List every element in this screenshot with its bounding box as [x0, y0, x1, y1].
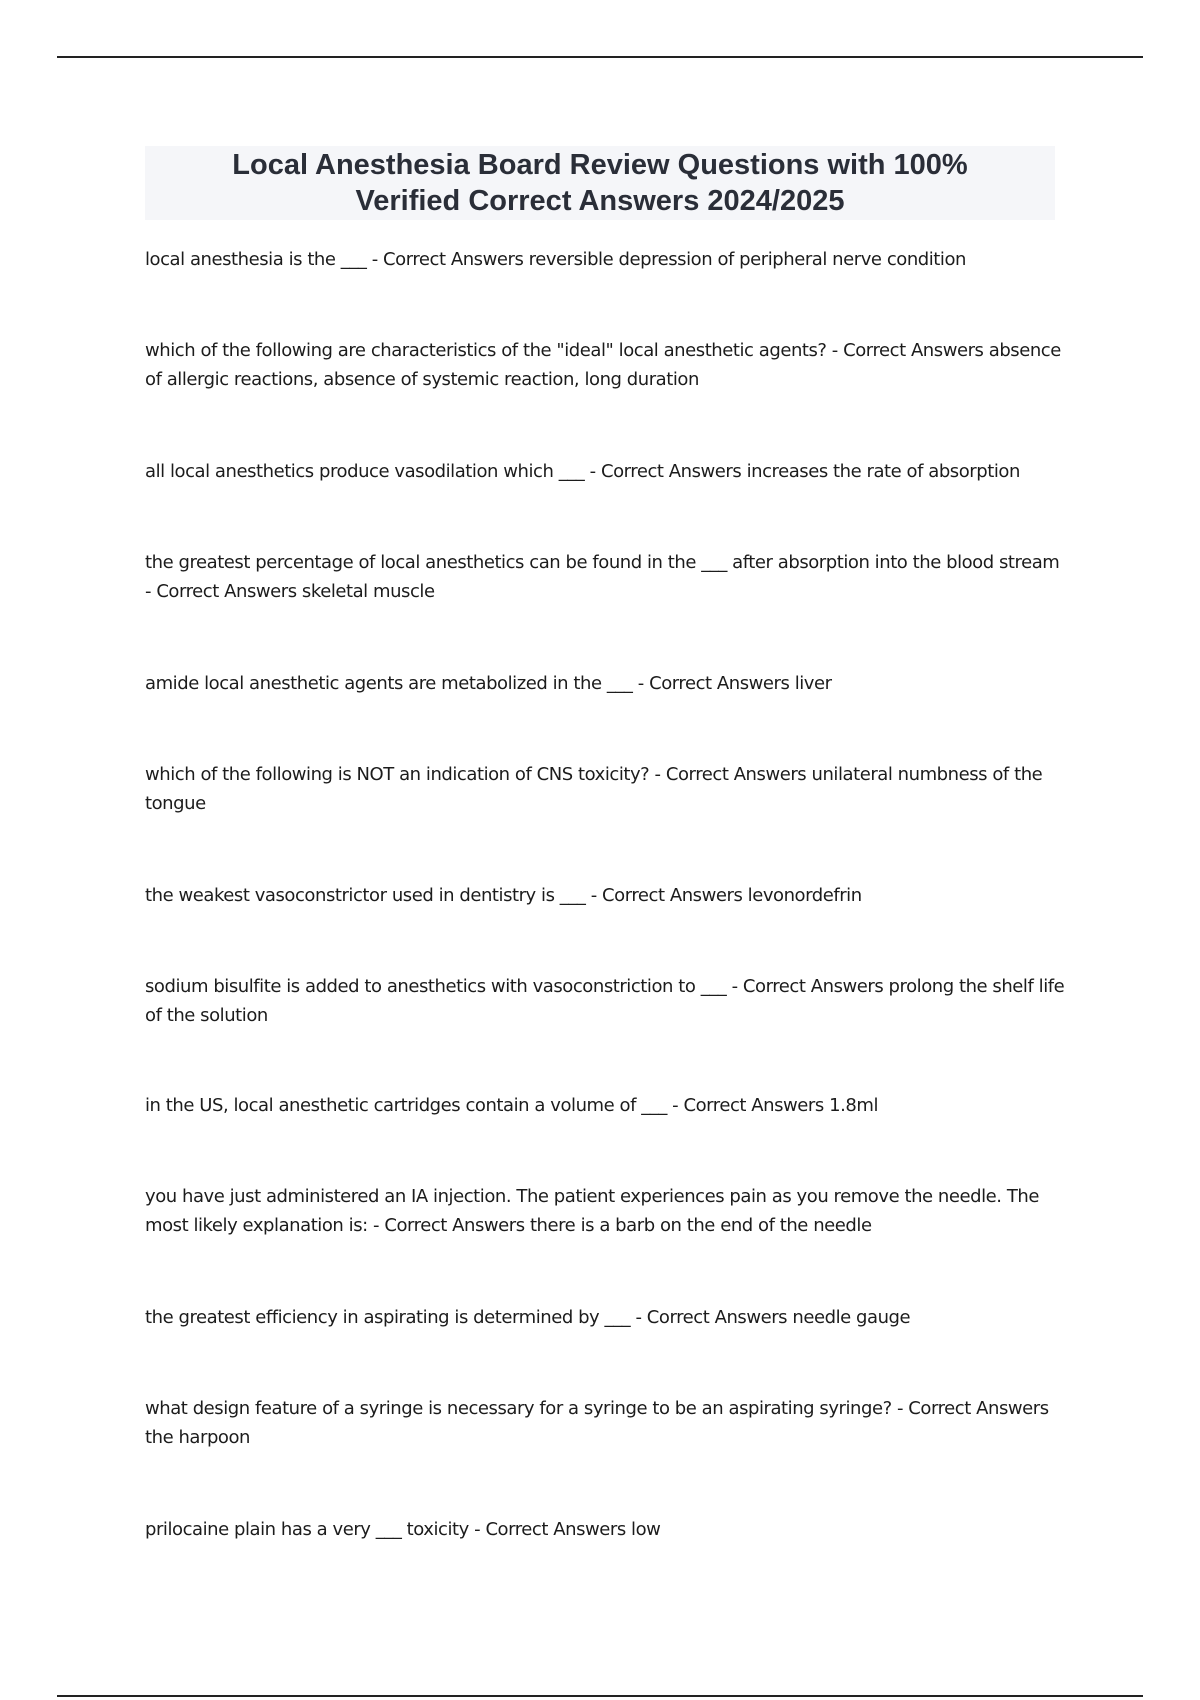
qa-item: local anesthesia is the ___ - Correct Answers reversible depression of peripheral nerve condition	[145, 249, 966, 270]
qa-item: the weakest vasoconstrictor used in dentistry is ___ - Correct Answers levonordefrin	[145, 885, 862, 906]
title-line-1: Local Anesthesia Board Review Questions with 100%	[232, 149, 968, 181]
qa-item: the greatest efficiency in aspirating is determined by ___ - Correct Answers needle gauge	[145, 1307, 911, 1328]
qa-item: sodium bisulfite is added to anesthetics with vasoconstriction to ___ - Correct Answers prolong the shelf life of the solution	[145, 976, 1065, 1026]
document-title	[145, 146, 1055, 220]
qa-item: all local anesthetics produce vasodilation which ___ - Correct Answers increases the rate of absorption	[145, 461, 1020, 482]
qa-item: which of the following is NOT an indication of CNS toxicity? - Correct Answers unilateral numbness of the tongue	[145, 764, 1043, 814]
qa-item: the greatest percentage of local anesthetics can be found in the ___ after absorption into the blood stream - Correct Answers skeletal muscle	[145, 552, 1060, 602]
qa-item: which of the following are characteristics of the "ideal" local anesthetic agents? - Correct Answers absence of allergic reactions, absence of systemic reaction, long duration	[145, 340, 1061, 390]
qa-item: in the US, local anesthetic cartridges contain a volume of ___ - Correct Answers 1.8ml	[145, 1095, 878, 1116]
header-rule	[57, 56, 1143, 58]
title-line-2: Verified Correct Answers 2024/2025	[355, 185, 845, 217]
qa-item: prilocaine plain has a very ___ toxicity - Correct Answers low	[145, 1519, 661, 1540]
qa-item: what design feature of a syringe is necessary for a syringe to be an aspirating syringe? - Correct Answers the harpoon	[145, 1398, 1049, 1448]
qa-item: you have just administered an IA injection. The patient experiences pain as you remove the needle. The most likely explanation is: - Correct Answers there is a barb on the end of the needle	[145, 1186, 1039, 1236]
qa-item: amide local anesthetic agents are metabolized in the ___ - Correct Answers liver	[145, 673, 832, 694]
footer-rule	[57, 1695, 1143, 1697]
